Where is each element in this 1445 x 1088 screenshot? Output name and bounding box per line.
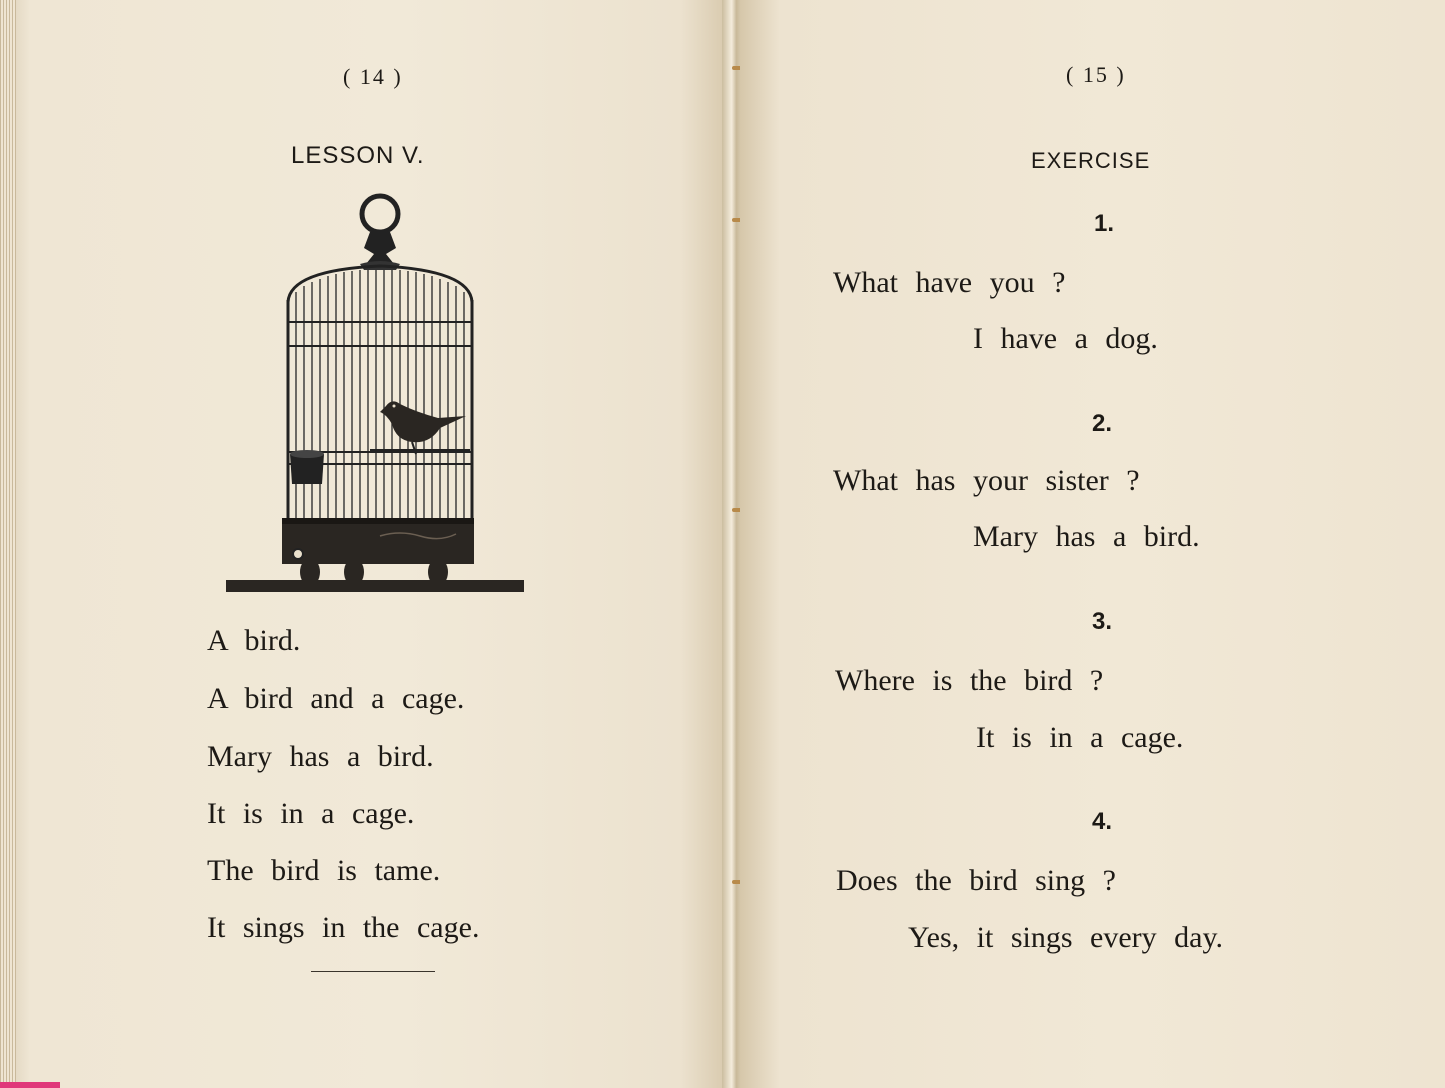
lesson-line: A bird and a cage.: [207, 682, 465, 715]
exercise-number: 3.: [1092, 608, 1113, 635]
lesson-line: The bird is tame.: [207, 854, 441, 887]
lesson-line: Mary has a bird.: [207, 740, 434, 773]
exercise-number: 1.: [1094, 210, 1115, 237]
lesson-line: A bird.: [207, 624, 301, 657]
exercise-question: Where is the bird ?: [835, 664, 1104, 697]
exercise-question: Does the bird sing ?: [836, 864, 1116, 897]
exercise-question: What have you ?: [833, 266, 1066, 299]
lesson-line: It is in a cage.: [207, 797, 415, 830]
page-number-left: ( 14 ): [343, 64, 403, 89]
exercise-number: 2.: [1092, 410, 1113, 437]
page-edges: [0, 0, 16, 1088]
lesson-heading: LESSON V.: [291, 142, 425, 169]
exercise-answer: Mary has a bird.: [973, 520, 1200, 553]
exercise-answer: Yes, it sings every day.: [908, 921, 1223, 954]
exercise-question: What has your sister ?: [833, 464, 1140, 497]
pink-tab: [0, 1082, 60, 1088]
end-rule: [311, 971, 435, 972]
exercise-number: 4.: [1092, 808, 1113, 835]
page-number-right: ( 15 ): [1066, 62, 1126, 87]
lesson-line: It sings in the cage.: [207, 911, 480, 944]
exercise-answer: It is in a cage.: [976, 721, 1184, 754]
exercise-answer: I have a dog.: [973, 322, 1158, 355]
birdcage-icon: [220, 192, 530, 598]
right-page: [740, 0, 1445, 1088]
exercise-heading: EXERCISE: [1031, 148, 1151, 173]
